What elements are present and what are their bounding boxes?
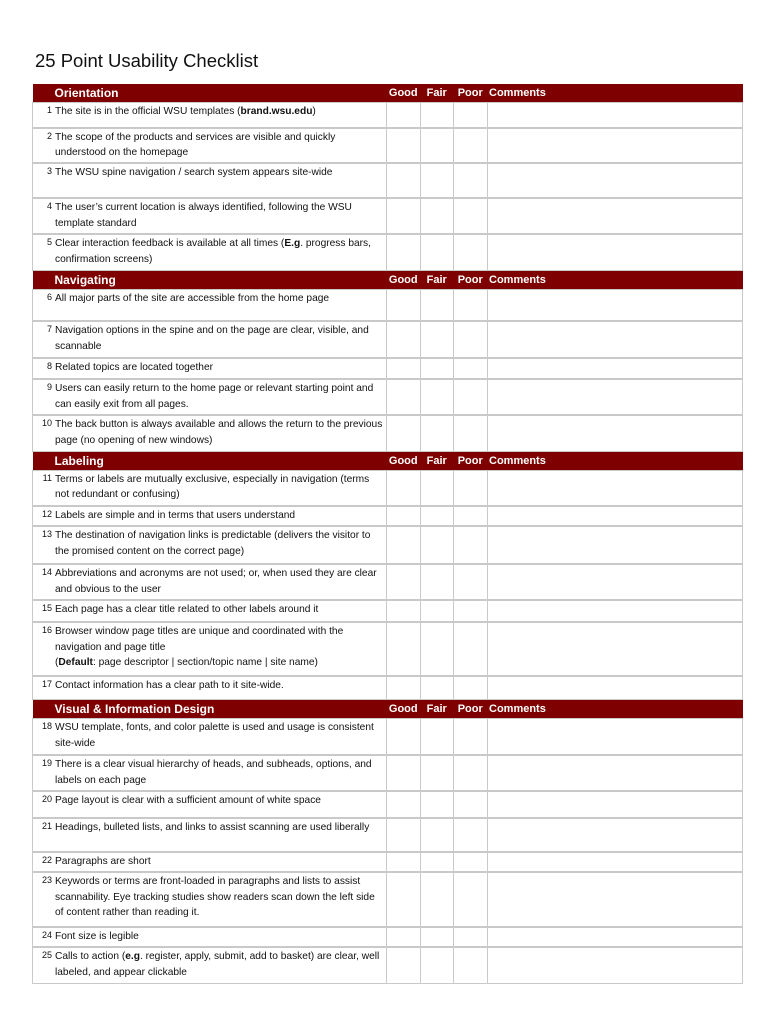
item-text (55, 568, 377, 595)
poor-cell[interactable] (454, 526, 488, 564)
item-criterion (33, 470, 387, 506)
poor-cell[interactable] (454, 198, 488, 234)
item-number: 6 (46, 291, 52, 302)
item-number: 16 (41, 624, 52, 635)
column-header-good: Good (387, 270, 421, 289)
item-text (55, 510, 295, 521)
item-number: 25 (41, 949, 52, 960)
page-title: 25 Point Usability Checklist (35, 50, 259, 71)
column-header-good: Good (387, 84, 421, 103)
good-cell[interactable] (387, 676, 421, 700)
poor-cell[interactable] (454, 415, 488, 451)
item-criterion (33, 872, 387, 927)
item-criterion (33, 852, 387, 872)
good-cell[interactable] (387, 234, 421, 270)
fair-cell[interactable] (420, 470, 454, 506)
fair-cell[interactable] (420, 852, 454, 872)
item-criterion (33, 379, 387, 415)
item-text (55, 680, 284, 691)
item-criterion (33, 818, 387, 852)
text-segment: The back button is always available and allows the return to the previous page (no opening of new windows) (55, 419, 383, 446)
good-cell[interactable] (387, 927, 421, 947)
column-header-comments: Comments (487, 84, 743, 103)
item-number: 17 (41, 678, 52, 689)
item-criterion (33, 506, 387, 526)
item-number: 24 (41, 929, 52, 940)
item-criterion (33, 289, 387, 321)
text-segment: All major parts of the site are accessible from the home page (55, 292, 330, 304)
bold-text: e.g (125, 950, 140, 962)
section-title: Labeling (33, 451, 387, 470)
column-header-good: Good (387, 451, 421, 470)
comments-cell[interactable] (487, 791, 743, 818)
item-criterion (33, 415, 387, 451)
good-cell[interactable] (387, 128, 421, 164)
item-text (55, 474, 369, 501)
checklist-item-23 (33, 872, 743, 927)
item-number: 11 (42, 472, 52, 483)
comments-cell[interactable] (487, 234, 743, 270)
column-header-fair: Fair (420, 451, 454, 470)
fair-cell[interactable] (420, 791, 454, 818)
comments-cell[interactable] (487, 755, 743, 791)
good-cell[interactable] (387, 103, 421, 128)
fair-cell[interactable] (420, 321, 454, 358)
fair-cell[interactable] (420, 564, 454, 600)
column-header-poor: Poor (454, 451, 488, 470)
good-cell[interactable] (387, 600, 421, 622)
text-segment: Calls to action ( (55, 950, 126, 962)
item-number: 18 (41, 721, 52, 732)
fair-cell[interactable] (420, 415, 454, 451)
item-criterion (33, 791, 387, 818)
comments-cell[interactable] (487, 415, 743, 451)
column-header-poor: Poor (454, 700, 488, 719)
item-text (55, 876, 375, 919)
bold-text: brand.wsu.edu (240, 106, 313, 117)
text-segment: ( (55, 657, 59, 669)
checklist-item-7 (33, 321, 743, 358)
fair-cell[interactable] (420, 600, 454, 622)
fair-cell[interactable] (420, 719, 454, 755)
good-cell[interactable] (387, 947, 421, 984)
checklist-item-2 (33, 128, 743, 164)
item-text (55, 759, 372, 786)
section-header-visual-information-design (33, 700, 743, 719)
item-number: 7 (46, 324, 52, 335)
section-header-labeling (33, 451, 743, 470)
item-text (55, 951, 379, 978)
poor-cell[interactable] (454, 564, 488, 600)
text-segment: Keywords or terms are front-loaded in paragraphs and lists to assist scannability. Eye tracking studies show readers scan down the left side of content rather than reading it. (55, 875, 375, 919)
item-criterion (33, 358, 387, 379)
fair-cell[interactable] (420, 676, 454, 700)
checklist-item-18 (33, 719, 743, 755)
item-number: 21 (41, 820, 52, 831)
comments-cell[interactable] (487, 600, 743, 622)
checklist-item-22 (33, 852, 743, 872)
fair-cell[interactable] (420, 379, 454, 415)
poor-cell[interactable] (454, 103, 488, 128)
text-segment: Browser window page titles are unique and coordinated with the navigation and page title (55, 625, 344, 653)
section-header-navigating (33, 270, 743, 289)
fair-cell[interactable] (420, 128, 454, 164)
fair-cell[interactable] (420, 622, 454, 676)
item-number: 15 (41, 602, 52, 613)
text-segment: Headings, bulleted lists, and links to assist scanning are used liberally (55, 821, 370, 833)
text-segment: The WSU spine navigation / search system appears site-wide (55, 167, 333, 179)
comments-cell[interactable] (487, 128, 743, 164)
comments-cell[interactable] (487, 321, 743, 358)
comments-cell[interactable] (487, 358, 743, 379)
column-header-fair: Fair (420, 270, 454, 289)
item-text (55, 132, 335, 159)
item-text (55, 530, 370, 557)
item-criterion (33, 947, 387, 984)
item-text (55, 167, 332, 178)
poor-cell[interactable] (454, 128, 488, 164)
item-text (55, 325, 369, 352)
text-segment: Users can easily return to the home page or relevant starting point and can easily exit from all pages. (55, 383, 374, 410)
good-cell[interactable] (387, 506, 421, 526)
comments-cell[interactable] (487, 947, 743, 984)
item-number: 14 (41, 567, 52, 578)
poor-cell[interactable] (454, 791, 488, 818)
item-criterion (33, 719, 387, 755)
text-segment: Font size is legible (55, 930, 139, 942)
column-header-comments: Comments (487, 700, 743, 719)
item-number: 19 (41, 757, 52, 768)
item-number: 5 (46, 237, 52, 248)
comments-cell[interactable] (487, 379, 743, 415)
item-criterion (33, 234, 387, 270)
item-number: 9 (46, 382, 52, 393)
comments-cell[interactable] (487, 818, 743, 852)
item-number: 13 (41, 529, 52, 540)
item-text (55, 604, 318, 615)
comments-cell[interactable] (487, 506, 743, 526)
good-cell[interactable] (387, 321, 421, 358)
good-cell[interactable] (387, 791, 421, 818)
text-segment: Page layout is clear with a sufficient amount of white space (55, 794, 321, 806)
poor-cell[interactable] (454, 506, 488, 526)
column-header-poor: Poor (454, 270, 488, 289)
good-cell[interactable] (387, 622, 421, 676)
item-text (55, 293, 329, 304)
fair-cell[interactable] (420, 234, 454, 270)
comments-cell[interactable] (487, 470, 743, 506)
fair-cell[interactable] (420, 506, 454, 526)
poor-cell[interactable] (454, 321, 488, 358)
item-text (55, 419, 382, 446)
fair-cell[interactable] (420, 358, 454, 379)
item-criterion (33, 676, 387, 700)
item-number: 2 (46, 130, 52, 141)
text-segment: Paragraphs are short (55, 855, 151, 867)
item-criterion (33, 564, 387, 600)
item-number: 23 (41, 874, 52, 885)
poor-cell[interactable] (454, 872, 488, 927)
fair-cell[interactable] (420, 526, 454, 564)
checklist-item-17 (33, 676, 743, 700)
text-segment: The destination of navigation links is predictable (delivers the visitor to the promised content on the correct page) (55, 530, 371, 557)
column-header-comments: Comments (487, 451, 743, 470)
checklist-item-20 (33, 791, 743, 818)
fair-cell[interactable] (420, 872, 454, 927)
item-text (55, 822, 369, 833)
poor-cell[interactable] (454, 947, 488, 984)
checklist-item-15 (33, 600, 743, 622)
item-number: 22 (41, 854, 52, 865)
usability-checklist-table (32, 84, 743, 984)
item-criterion (33, 321, 387, 358)
text-segment: The site is in the official WSU templates ( (55, 106, 241, 117)
poor-cell[interactable] (454, 818, 488, 852)
item-text (55, 722, 374, 749)
poor-cell[interactable] (454, 234, 488, 270)
column-header-fair: Fair (420, 700, 454, 719)
item-text (55, 856, 151, 867)
item-number: 3 (46, 166, 52, 177)
item-number: 10 (41, 418, 52, 429)
fair-cell[interactable] (420, 755, 454, 791)
text-segment: Terms or labels are mutually exclusive, especially in navigation (terms not redundant or confusing) (55, 473, 370, 501)
poor-cell[interactable] (454, 358, 488, 379)
text-segment: The scope of the products and services are visible and quickly understood on the homepage (55, 131, 336, 159)
checklist-item-25 (33, 947, 743, 984)
item-number: 1 (46, 105, 52, 115)
checklist-item-14 (33, 564, 743, 600)
checklist-item-24 (33, 927, 743, 947)
item-criterion (33, 927, 387, 947)
good-cell[interactable] (387, 872, 421, 927)
item-number: 20 (41, 793, 52, 804)
item-criterion (33, 198, 387, 234)
comments-cell[interactable] (487, 676, 743, 700)
item-criterion (33, 526, 387, 564)
poor-cell[interactable] (454, 163, 488, 198)
bold-text: Default (58, 657, 93, 669)
comments-cell[interactable] (487, 289, 743, 321)
item-text (55, 106, 316, 117)
item-text (55, 383, 373, 410)
good-cell[interactable] (387, 415, 421, 451)
item-text (55, 795, 321, 806)
item-number: 12 (41, 509, 52, 520)
good-cell[interactable] (387, 470, 421, 506)
item-criterion (33, 600, 387, 622)
poor-cell[interactable] (454, 927, 488, 947)
checklist-item-3 (33, 163, 743, 198)
good-cell[interactable] (387, 852, 421, 872)
fair-cell[interactable] (420, 289, 454, 321)
good-cell[interactable] (387, 719, 421, 755)
checklist-item-9 (33, 379, 743, 415)
item-criterion (33, 163, 387, 198)
item-text (55, 931, 139, 942)
section-title: Visual & Information Design (33, 700, 387, 719)
item-text (55, 362, 213, 373)
item-criterion (33, 622, 387, 676)
item-text (55, 202, 352, 229)
good-cell[interactable] (387, 526, 421, 564)
item-text (55, 238, 371, 265)
poor-cell[interactable] (454, 470, 488, 506)
good-cell[interactable] (387, 379, 421, 415)
text-segment: There is a clear visual hierarchy of heads, and subheads, options, and labels on each page (55, 758, 372, 786)
comments-cell[interactable] (487, 852, 743, 872)
text-segment: WSU template, fonts, and color palette is used and usage is consistent site-wide (55, 722, 374, 750)
poor-cell[interactable] (454, 755, 488, 791)
poor-cell[interactable] (454, 289, 488, 321)
checklist-item-19 (33, 755, 743, 791)
column-header-good: Good (387, 700, 421, 719)
fair-cell[interactable] (420, 198, 454, 234)
comments-cell[interactable] (487, 564, 743, 600)
checklist-item-11 (33, 470, 743, 506)
section-title: Navigating (33, 270, 387, 289)
column-header-poor: Poor (454, 84, 488, 103)
poor-cell[interactable] (454, 622, 488, 676)
item-number: 8 (46, 361, 52, 372)
checklist-item-10 (33, 415, 743, 451)
checklist-item-16 (33, 622, 743, 676)
item-criterion (33, 103, 387, 128)
column-header-fair: Fair (420, 84, 454, 103)
fair-cell[interactable] (420, 163, 454, 198)
section-title: Orientation (33, 84, 387, 103)
comments-cell[interactable] (487, 622, 743, 676)
text-segment: Navigation options in the spine and on the page are clear, visible, and scannable (55, 325, 369, 352)
poor-cell[interactable] (454, 379, 488, 415)
poor-cell[interactable] (454, 600, 488, 622)
good-cell[interactable] (387, 163, 421, 198)
text-segment: Contact information has a clear path to it site-wide. (55, 679, 284, 691)
checklist-item-12 (33, 506, 743, 526)
checklist-item-8 (33, 358, 743, 379)
text-segment: : page descriptor | section/topic name | site name) (92, 657, 318, 669)
checklist-item-5 (33, 234, 743, 270)
item-criterion (33, 755, 387, 791)
text-segment: . progress bars, confirmation screens) (55, 238, 371, 265)
good-cell[interactable] (387, 198, 421, 234)
fair-cell[interactable] (420, 818, 454, 852)
item-criterion (33, 128, 387, 164)
good-cell[interactable] (387, 289, 421, 321)
text-segment: The user’s current location is always identified, following the WSU template standard (55, 202, 352, 229)
comments-cell[interactable] (487, 927, 743, 947)
comments-cell[interactable] (487, 719, 743, 755)
text-segment: ) (312, 106, 316, 117)
good-cell[interactable] (387, 564, 421, 600)
good-cell[interactable] (387, 755, 421, 791)
poor-cell[interactable] (454, 852, 488, 872)
text-segment: Labels are simple and in terms that users understand (55, 510, 296, 522)
checklist-item-1 (33, 103, 743, 128)
poor-cell[interactable] (454, 719, 488, 755)
text-segment: Related topics are located together (55, 362, 214, 374)
section-header-orientation (33, 84, 743, 103)
text-segment: Clear interaction feedback is available at all times ( (55, 238, 285, 250)
fair-cell[interactable] (420, 103, 454, 128)
checklist-item-4 (33, 198, 743, 234)
fair-cell[interactable] (420, 927, 454, 947)
comments-cell[interactable] (487, 872, 743, 927)
fair-cell[interactable] (420, 947, 454, 984)
checklist-item-13 (33, 526, 743, 564)
item-text (55, 626, 343, 669)
text-segment: . register, apply, submit, add to basket) are clear, well labeled, and appear clickable (55, 950, 380, 978)
comments-cell[interactable] (487, 198, 743, 234)
good-cell[interactable] (387, 358, 421, 379)
comments-cell[interactable] (487, 103, 743, 128)
text-segment: Abbreviations and acronyms are not used; or, when used they are clear and obvious to the user (55, 568, 377, 595)
good-cell[interactable] (387, 818, 421, 852)
checklist-item-21 (33, 818, 743, 852)
comments-cell[interactable] (487, 526, 743, 564)
poor-cell[interactable] (454, 676, 488, 700)
bold-text: E.g (284, 238, 301, 250)
item-number: 4 (46, 201, 52, 212)
text-segment: Each page has a clear title related to other labels around it (55, 603, 319, 615)
checklist-item-6 (33, 289, 743, 321)
column-header-comments: Comments (487, 270, 743, 289)
comments-cell[interactable] (487, 163, 743, 198)
